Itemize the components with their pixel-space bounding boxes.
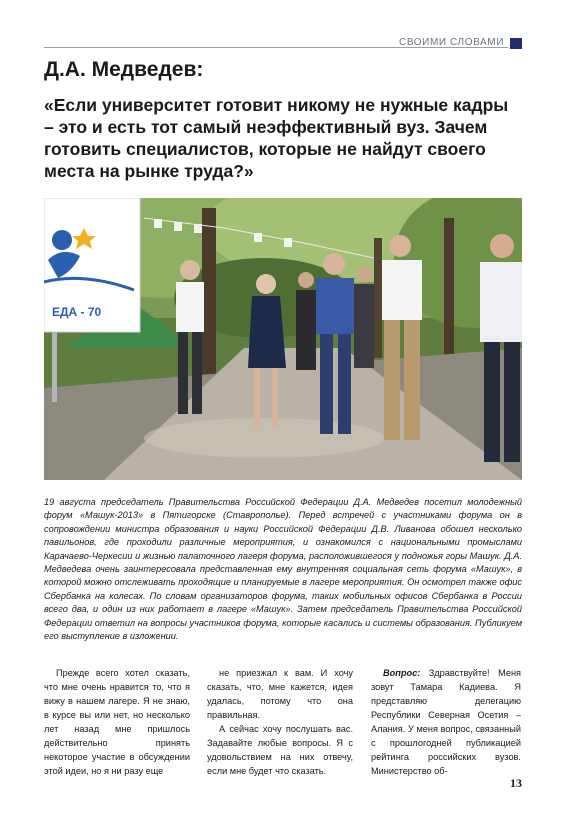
article-photo: [44, 198, 522, 480]
article-author: Д.А. Медведев:: [44, 58, 204, 81]
sign-text: ЕДА - 70: [52, 305, 102, 319]
body-paragraph: А сейчас хочу послушать вас. Задавайте любые вопросы. Я с удовольствием на них отвечу, если мне будет что сказать.: [207, 724, 353, 776]
article-headline: «Если университет готовит никому не нужные кадры – это и есть тот самый неэффективный вуз. Зачем готовить специалистов, которые не найдут своего места на рынке труда?»: [44, 95, 509, 181]
page-number: 13: [510, 776, 522, 790]
photo-caption: 19 августа председатель Правительства Российской Федерации Д.А. Медведев посетил молодежный форум «Машук-2013» в Пятигорске (Ставрополье). Перед встречей с участниками форума он в сопровождении министра образования и науки Российской Федерации Д.В. Ливанова обошел несколько павильонов, где проходили различные мероприятия, и ознакомился с национальными промыслами Карачаево-Черкесии и жизнью палаточного лагеря форума, расположившегося у подножья горы Машук. Д.А. Медведева очень заинтересовала представленная ему внутренняя социальная сеть форума «Машук», в которой можно отслеживать проходящие и планируемые в лагере мероприятия. Он осмотрел также офис Сбербанка на колесах. По словам организаторов форума, таких мобильных офисов Сбербанка в России всего два, и один из них работает в лагере «Машук». Затем председатель Правительства Российской Федерации ответил на вопросы участников форума, которые касались и системы образования. Публикуем его выступление в изложении.: [44, 497, 522, 642]
section-label: СВОИМИ СЛОВАМИ: [399, 37, 504, 48]
body-paragraph: не приезжал к вам. И хочу сказать, что, мне кажется, идея удалась, потому что она правильная.: [207, 668, 353, 720]
body-column-2: [207, 666, 353, 778]
question-text: Здравствуйте! Меня зовут Тамара Кадиева. Я представляю делегацию Республики Северная Осетия – Алания. У меня вопрос, связанный с прошлогодней публикацией рейтинга российских вузов. Министерство об-: [371, 668, 521, 776]
question-label: Вопрос:: [383, 668, 421, 678]
question-paragraph: [371, 666, 521, 778]
body-column-3: [371, 666, 521, 778]
body-paragraph: Прежде всего хотел сказать, что мне очень нравится то, что я вижу в нашем лагере. Я не знаю, в курсе вы или нет, но несколько лет назад мне пришлось действительно принять некоторое участие в обсуждении этой идеи, но я ни разу еще: [44, 668, 190, 776]
body-column-1: [44, 666, 190, 778]
section-square: [510, 38, 522, 49]
